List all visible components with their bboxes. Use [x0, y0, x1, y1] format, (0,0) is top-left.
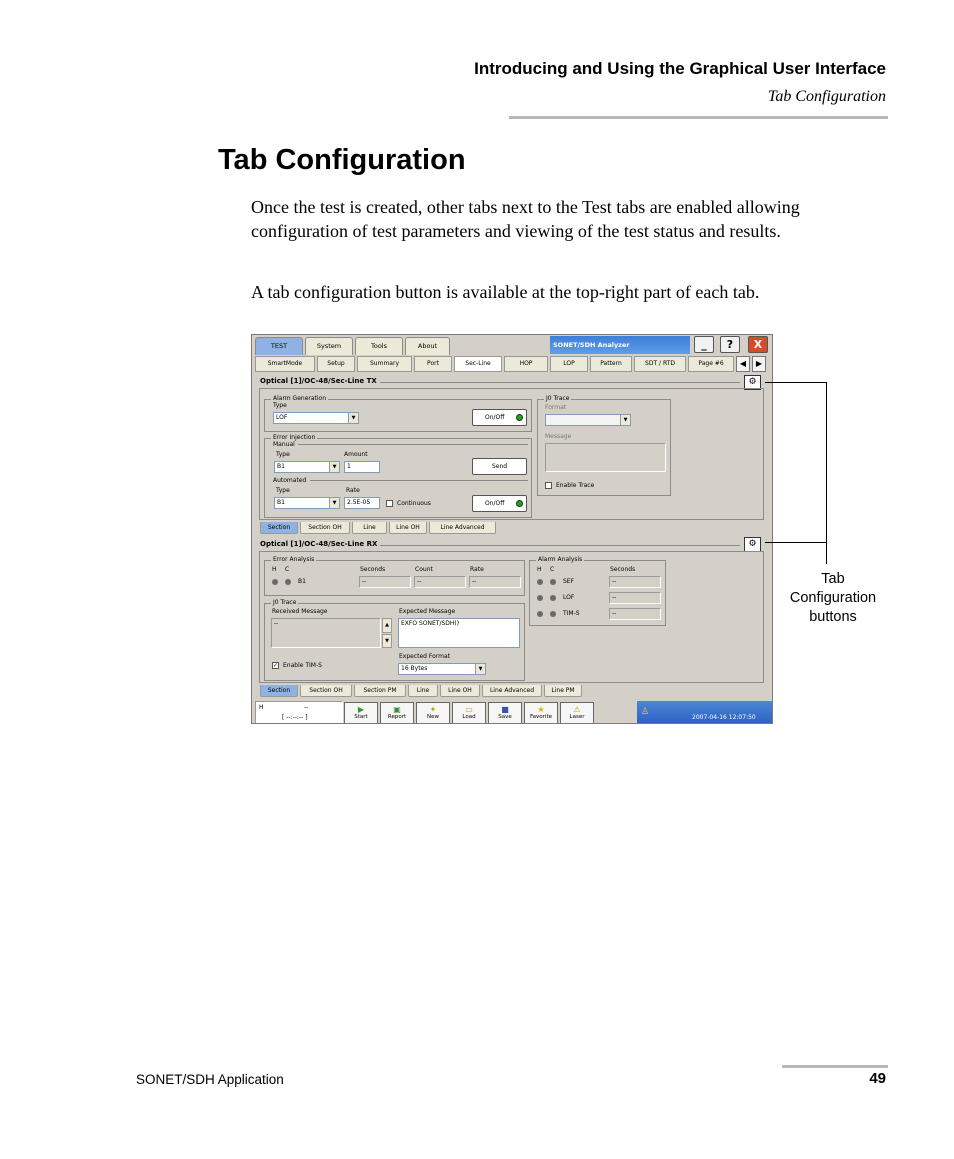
enable-tims-label: Enable TIM-S: [283, 662, 322, 669]
enable-trace-label: Enable Trace: [556, 482, 595, 489]
datetime: 2007-04-16 12:07:50: [692, 714, 756, 721]
c-label: C: [285, 566, 290, 573]
star-icon: ★: [537, 705, 545, 714]
message-label: Message: [545, 433, 572, 440]
lof-label: LOF: [563, 594, 575, 601]
folder-icon: ▭: [465, 705, 473, 714]
error-analysis-label: Error Analysis: [273, 556, 315, 563]
chevron-down-icon: ▼: [348, 413, 358, 423]
scroll-up-icon[interactable]: ▲: [382, 618, 392, 633]
scroll-down-icon[interactable]: ▼: [382, 634, 392, 648]
load-button[interactable]: ▭ Load: [452, 702, 486, 724]
chevron-down-icon: ▼: [329, 462, 339, 472]
subtab-sdt-rtd[interactable]: SDT / RTD: [634, 356, 686, 372]
tims-label: TIM-S: [563, 610, 580, 617]
lof-seconds-value: --: [609, 592, 661, 604]
subtab-hop[interactable]: HOP: [504, 356, 548, 372]
tab-test[interactable]: TEST: [255, 337, 303, 355]
page-number: 49: [869, 1070, 886, 1087]
alarm-h-label: H: [537, 566, 542, 573]
tims-seconds-value: --: [609, 608, 661, 620]
rate-input[interactable]: 2.5E-05: [344, 497, 380, 509]
new-button[interactable]: ✦ New: [416, 702, 450, 724]
analyzer-screenshot: [251, 334, 773, 724]
seconds-label: Seconds: [360, 566, 386, 573]
chevron-down-icon: ▼: [620, 415, 630, 425]
format-label: Format: [545, 404, 567, 411]
paragraph-2: A tab configuration button is available at the top-right part of each tab.: [251, 282, 760, 302]
alarm-seconds-label: Seconds: [610, 566, 636, 573]
tab-config-icon[interactable]: ⚙: [744, 537, 761, 552]
callout-label: Tab Configuration buttons: [789, 571, 877, 625]
tims-current-led-icon: [550, 611, 556, 617]
rate-label: Rate: [346, 487, 360, 494]
manual-rule: [298, 444, 528, 445]
sef-current-led-icon: [550, 579, 556, 585]
expected-message-label: Expected Message: [399, 608, 456, 615]
footer-rule: [782, 1065, 888, 1068]
tx-tab-section-oh[interactable]: Section OH: [300, 522, 350, 534]
automated-label: Automated: [273, 477, 307, 484]
expected-message-input[interactable]: EXFO SONET/SDH(): [398, 618, 520, 648]
play-icon: ▶: [357, 705, 365, 714]
tx-title: Optical [1]/OC-48/Sec-Line TX: [260, 377, 380, 385]
lof-history-led-icon: [537, 595, 543, 601]
subtab-summary[interactable]: Summary: [357, 356, 412, 372]
rx-tab-line-advanced[interactable]: Line Advanced: [482, 685, 542, 697]
save-button[interactable]: ■ Save: [488, 702, 522, 724]
alarm-generation-label: Alarm Generation: [273, 395, 327, 402]
alarm-onoff-button[interactable]: On/Off: [472, 409, 527, 426]
rx-tab-section-oh[interactable]: Section OH: [300, 685, 352, 697]
subtab-port[interactable]: Port: [414, 356, 452, 372]
auto-type-label: Type: [276, 487, 290, 494]
continuous-label: Continuous: [397, 500, 431, 507]
start-button[interactable]: ▶ Start: [344, 702, 378, 724]
status-h-label: H: [259, 704, 264, 711]
rx-tab-line[interactable]: Line: [408, 685, 438, 697]
status-bar: [637, 701, 773, 724]
expected-format-select[interactable]: 16 Bytes ▼: [398, 663, 486, 675]
b1-label: B1: [298, 578, 306, 585]
rate-label: Rate: [470, 566, 484, 573]
continuous-checkbox[interactable]: [386, 500, 393, 507]
callout-line-vertical: [826, 382, 827, 564]
status-led-icon: [516, 414, 523, 421]
tx-j0-trace-label: J0 Trace: [546, 395, 570, 402]
history-led-icon: [272, 579, 278, 585]
status-led-icon: [516, 500, 523, 507]
subtab-setup[interactable]: Setup: [317, 356, 355, 372]
b1-rate-value: --: [469, 576, 521, 588]
tab-system[interactable]: System: [305, 337, 353, 355]
subtab-pattern[interactable]: Pattern: [590, 356, 632, 372]
rx-tab-section[interactable]: Section: [260, 685, 298, 697]
warning-icon: ⚠: [573, 705, 581, 714]
help-button[interactable]: ?: [720, 336, 740, 353]
tx-tab-section[interactable]: Section: [260, 522, 298, 534]
amount-input[interactable]: 1: [344, 461, 380, 473]
subtab-page6[interactable]: Page #6: [688, 356, 734, 372]
amount-label: Amount: [344, 451, 368, 458]
window-title: SONET/SDH Analyzer: [550, 336, 690, 354]
enable-trace-checkbox[interactable]: [545, 482, 552, 489]
running-header-title: Introducing and Using the Graphical User Interface: [474, 59, 886, 78]
report-button[interactable]: ▣ Report: [380, 702, 414, 724]
next-page-icon[interactable]: ▶: [752, 356, 766, 372]
disk-icon: ■: [501, 705, 509, 714]
error-injection-label: Error Injection: [273, 434, 316, 441]
enable-tims-checkbox[interactable]: ✓: [273, 662, 279, 669]
message-field[interactable]: [545, 443, 666, 472]
favorite-button[interactable]: ★ Favorite: [524, 702, 558, 724]
section-heading: Tab Configuration: [218, 144, 466, 176]
auto-type-select[interactable]: B1 ▼: [274, 497, 340, 509]
subtab-lop[interactable]: LOP: [550, 356, 588, 372]
manual-type-select[interactable]: B1 ▼: [274, 461, 340, 473]
tx-tab-line[interactable]: Line: [352, 522, 387, 534]
tab-tools[interactable]: Tools: [355, 337, 403, 355]
count-label: Count: [415, 566, 433, 573]
callout-line-bottom: [765, 542, 826, 543]
format-select[interactable]: [545, 414, 631, 426]
rx-tab-line-pm[interactable]: Line PM: [544, 685, 582, 697]
callout-line-top: [765, 382, 826, 383]
header-rule: [509, 116, 888, 119]
sef-history-led-icon: [537, 579, 543, 585]
laser-button[interactable]: ⚠ Laser: [560, 702, 594, 724]
paragraph-1: Once the test is created, other tabs next to the Test tabs are enabled allowing configuration of test parameters and viewing of the test status and results.: [251, 197, 800, 241]
chevron-down-icon: ▼: [475, 664, 485, 674]
lof-current-led-icon: [550, 595, 556, 601]
subtab-smartmode[interactable]: SmartMode: [255, 356, 315, 372]
footer-doc-title: SONET/SDH Application: [136, 1072, 284, 1087]
manual-label: Manual: [273, 441, 295, 448]
test-status-box: [255, 701, 343, 724]
close-button[interactable]: X: [748, 336, 768, 353]
status-dash: --: [304, 704, 309, 711]
chevron-down-icon: ▼: [329, 498, 339, 508]
send-button[interactable]: Send: [472, 458, 527, 475]
rx-j0-trace-label: J0 Trace: [273, 599, 297, 606]
automated-rule: [310, 480, 528, 481]
rx-tab-section-pm[interactable]: Section PM: [354, 685, 406, 697]
type-label: Type: [273, 402, 287, 409]
sef-label: SEF: [563, 578, 575, 585]
user-icon: ♙: [641, 707, 650, 717]
running-header-subtitle: Tab Configuration: [767, 88, 886, 105]
rx-tab-line-oh[interactable]: Line OH: [440, 685, 480, 697]
alarm-c-label: C: [550, 566, 555, 573]
tab-about[interactable]: About: [405, 337, 450, 355]
prev-page-icon[interactable]: ◀: [736, 356, 750, 372]
tx-tab-line-advanced[interactable]: Line Advanced: [429, 522, 496, 534]
minimize-button[interactable]: _: [694, 336, 714, 353]
rx-title: Optical [1]/OC-48/Sec-Line RX: [260, 540, 380, 548]
report-icon: ▣: [393, 705, 401, 714]
tx-tab-line-oh[interactable]: Line OH: [389, 522, 427, 534]
alarm-analysis-label: Alarm Analysis: [538, 556, 583, 563]
subtab-sec-line[interactable]: Sec-Line: [454, 356, 502, 372]
current-led-icon: [285, 579, 291, 585]
auto-onoff-button[interactable]: On/Off: [472, 495, 527, 512]
manual-type-label: Type: [276, 451, 290, 458]
new-file-icon: ✦: [429, 705, 437, 714]
tab-config-icon[interactable]: ⚙: [744, 375, 761, 390]
status-timer: [ --:--:-- ]: [282, 714, 308, 721]
b1-count-value: --: [414, 576, 466, 588]
received-message-label: Received Message: [272, 608, 328, 615]
expected-format-label: Expected Format: [399, 653, 451, 660]
received-message-field: --: [271, 618, 381, 648]
h-label: H: [272, 566, 277, 573]
b1-seconds-value: --: [359, 576, 411, 588]
alarm-type-select[interactable]: LOF ▼: [273, 412, 359, 424]
tims-history-led-icon: [537, 611, 543, 617]
sef-seconds-value: --: [609, 576, 661, 588]
